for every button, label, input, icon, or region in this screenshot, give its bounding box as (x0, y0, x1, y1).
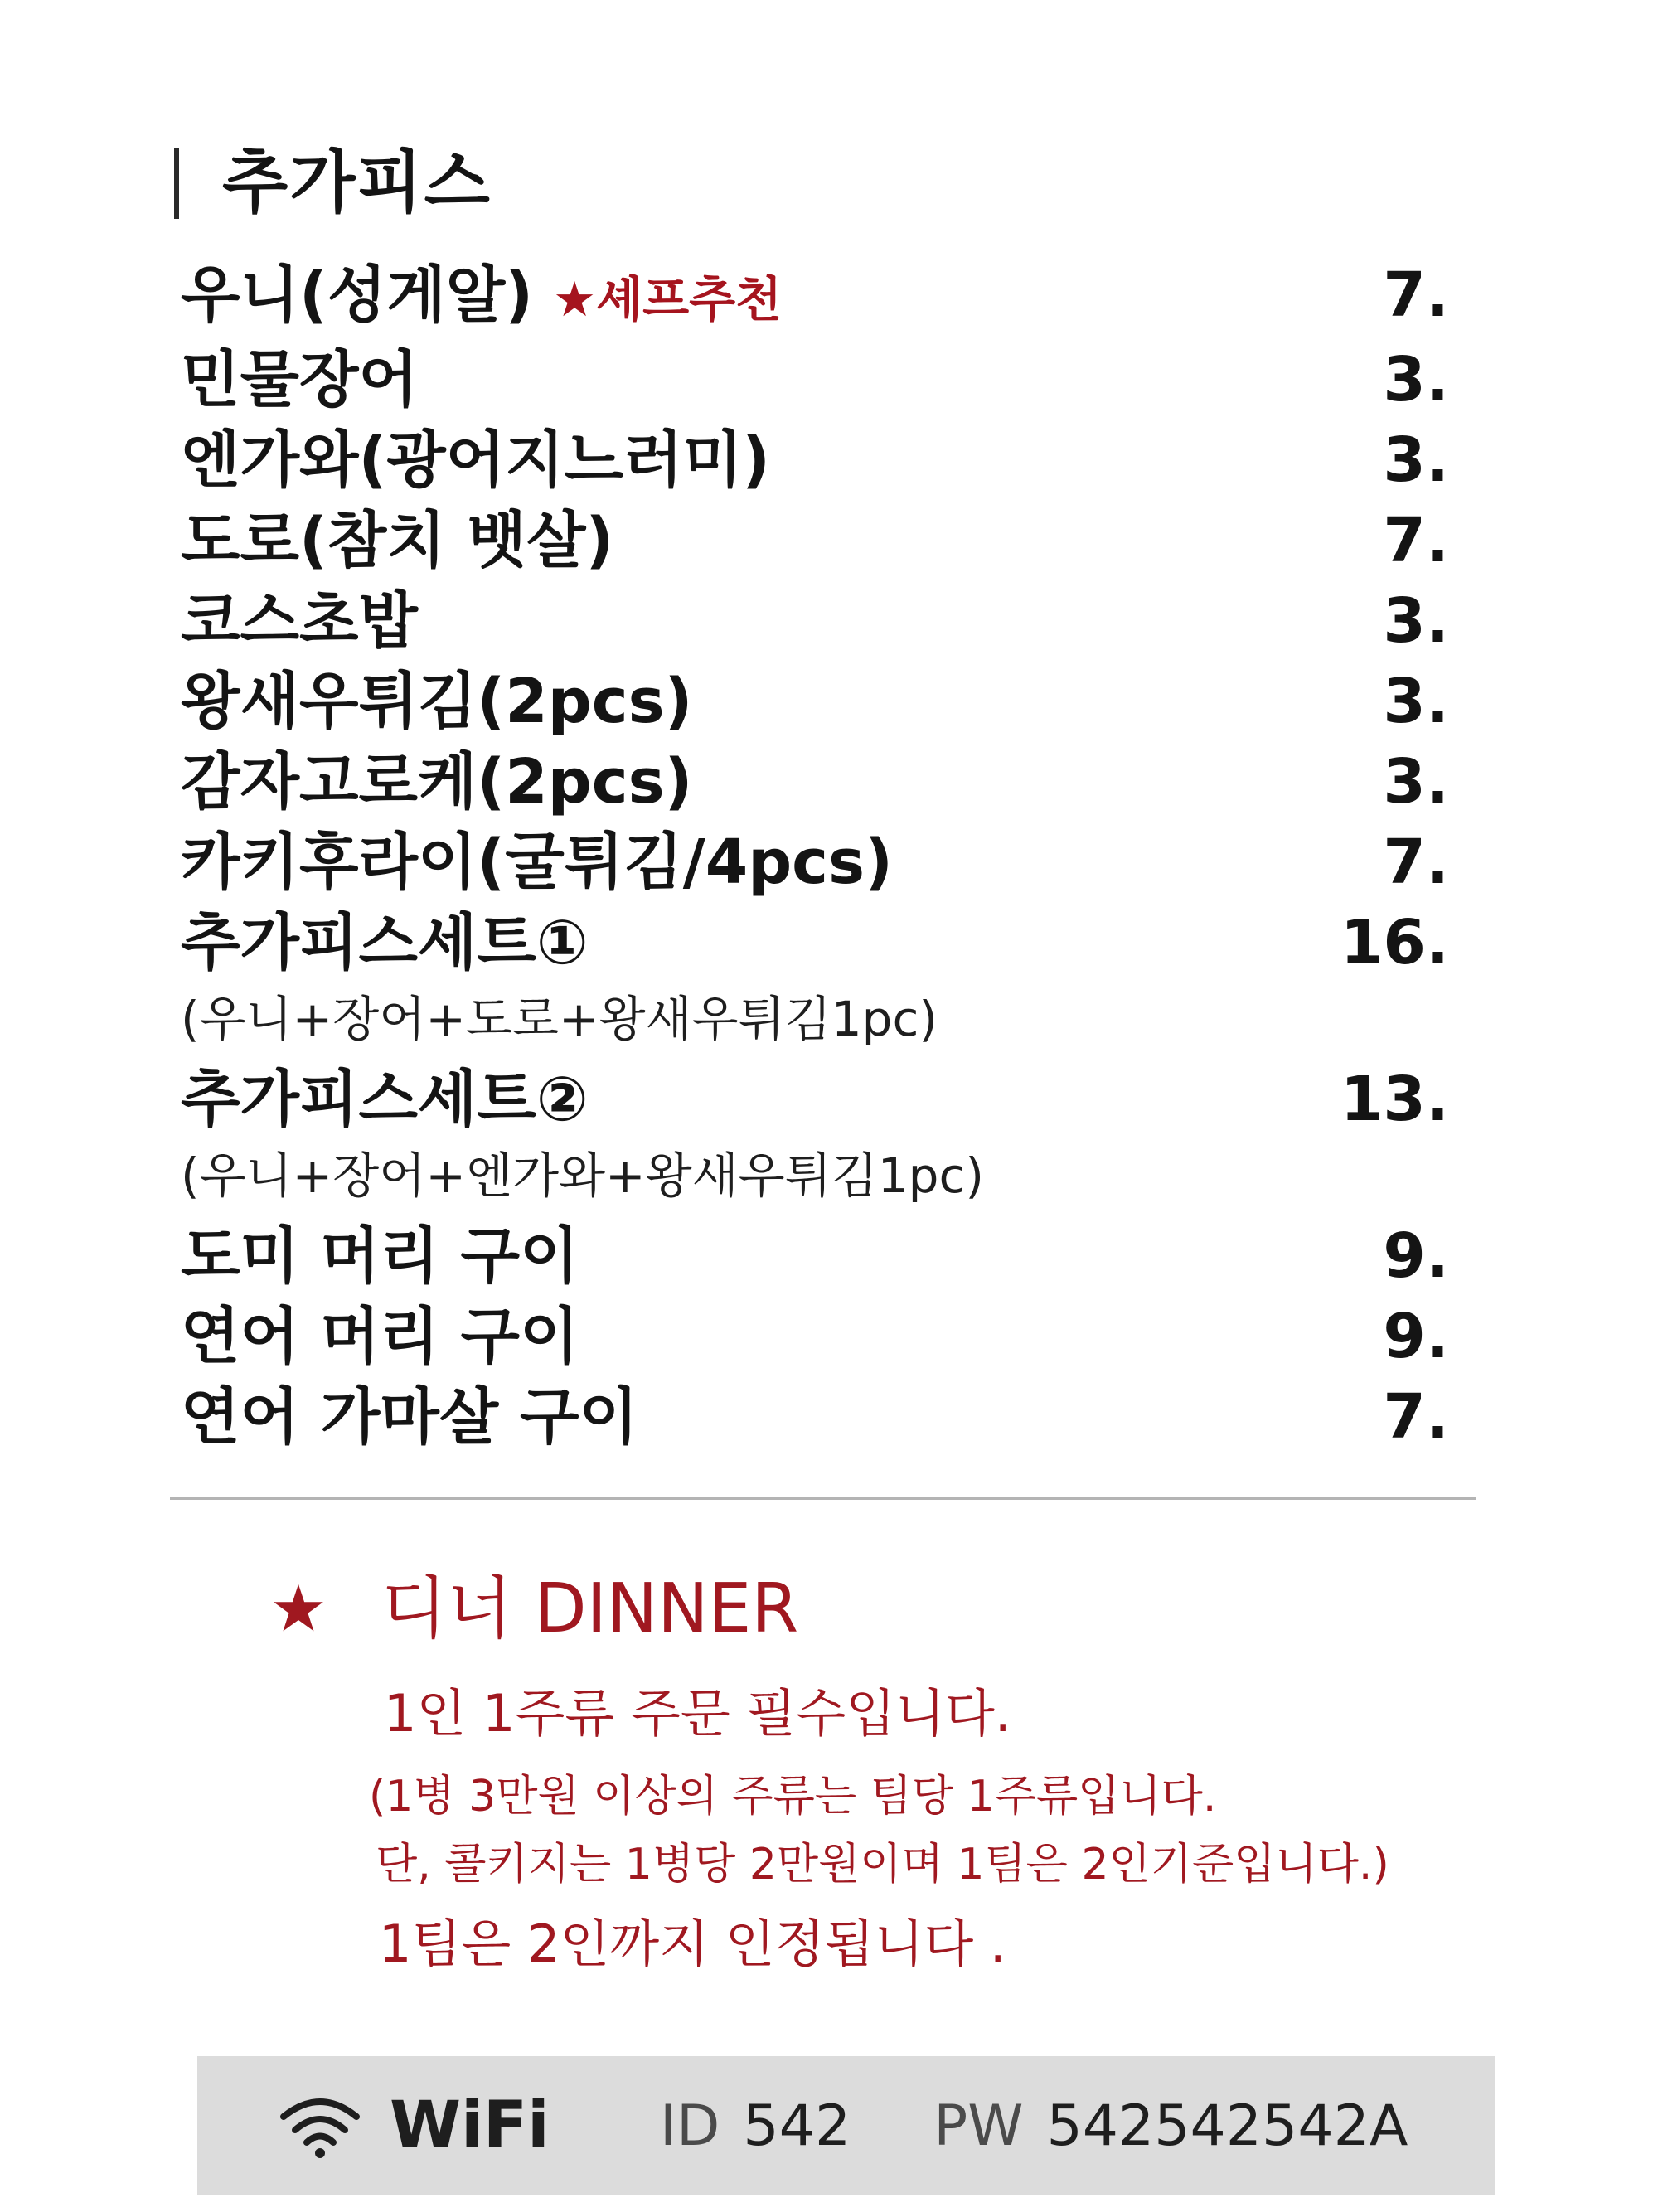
item-price: 7. (1383, 827, 1449, 898)
notice-header (269, 1569, 1389, 1648)
wifi-pw-label: PW (933, 2093, 1024, 2159)
item-price: 7. (1383, 260, 1449, 331)
item-name: 도로(참치 뱃살) (181, 505, 614, 576)
menu-item-snapper-head (181, 1216, 1457, 1297)
dinner-notice (269, 1569, 1389, 1976)
notice-team-rule: 1팀은 2인까지 인정됩니다 . (379, 1914, 1006, 1975)
menu-item-kaki-fry (181, 822, 1457, 903)
item-price: 9. (1383, 1220, 1449, 1292)
item-name: 민물장어 (181, 344, 418, 415)
wifi-icon (279, 2092, 361, 2160)
item-price: 7. (1383, 505, 1449, 576)
section-header (174, 143, 492, 222)
item-price: 7. (1383, 1381, 1449, 1453)
menu-item-salmon-head (181, 1297, 1457, 1377)
menu-item-shrimp-tempura (181, 662, 1457, 742)
menu-item-croquette (181, 742, 1457, 822)
item-price: 3. (1383, 344, 1449, 415)
item-name: 연어 가마살 구이 (181, 1381, 638, 1453)
item-name: 추가피스세트① (181, 907, 589, 978)
divider (170, 1497, 1476, 1500)
section-title: 추가피스 (222, 143, 492, 222)
item-price: 3. (1383, 666, 1449, 737)
item-price: 3. (1383, 424, 1449, 496)
wifi-pw-value: 542542542A (1046, 2093, 1408, 2159)
menu-item-set-2 (181, 1060, 1457, 1140)
item-price: 16. (1340, 907, 1449, 978)
menu-item-set-1 (181, 903, 1457, 983)
chef-recommend-badge: ★셰프추천 (553, 271, 783, 327)
wifi-id-value: 542 (743, 2093, 851, 2159)
item-name: 카키후라이(굴튀김/4pcs) (181, 827, 893, 898)
item-description: (우니+장어+도로+왕새우튀김1pc) (181, 991, 938, 1047)
menu-item-engawa (181, 420, 1457, 501)
wifi-id-label: ID (660, 2093, 720, 2159)
item-name: 도미 머리 구이 (181, 1220, 579, 1292)
menu-item-course-sushi (181, 581, 1457, 662)
section-bar (174, 148, 179, 219)
item-name: 코스초밥 (181, 585, 418, 657)
menu-item-uni (181, 255, 1457, 340)
wifi-panel (197, 2056, 1495, 2195)
item-price: 9. (1383, 1301, 1449, 1372)
item-name: 왕새우튀김(2pcs) (181, 666, 693, 737)
notice-detail: (1병 3만원 이상의 주류는 팀당 1주류입니다. (369, 1772, 1217, 1822)
star-icon: ★ (269, 1572, 327, 1647)
notice-detail-corkage: 단, 콜키지는 1병당 2만원이며 1팀은 2인기준입니다.) (376, 1840, 1389, 1890)
item-name: 연어 머리 구이 (181, 1301, 579, 1372)
menu-item-toro (181, 501, 1457, 581)
notice-title: 디너 DINNER (381, 1569, 799, 1648)
item-description: (우니+장어+엔가와+왕새우튀김1pc) (181, 1147, 984, 1204)
menu-item-salmon-collar (181, 1377, 1457, 1458)
item-name: 감자고로케(2pcs) (181, 746, 693, 817)
item-name: 추가피스세트② (181, 1064, 589, 1135)
item-price: 3. (1383, 585, 1449, 657)
item-price: 13. (1340, 1064, 1449, 1135)
wifi-label: WiFi (390, 2088, 550, 2163)
item-name: 엔가와(광어지느러미) (181, 424, 770, 496)
menu-item-eel (181, 340, 1457, 420)
notice-rule: 1인 1주류 주문 필수입니다. (384, 1683, 1011, 1744)
menu-list (181, 255, 1457, 1458)
item-name: 우니(성게알) (181, 260, 534, 331)
item-price: 3. (1383, 746, 1449, 817)
